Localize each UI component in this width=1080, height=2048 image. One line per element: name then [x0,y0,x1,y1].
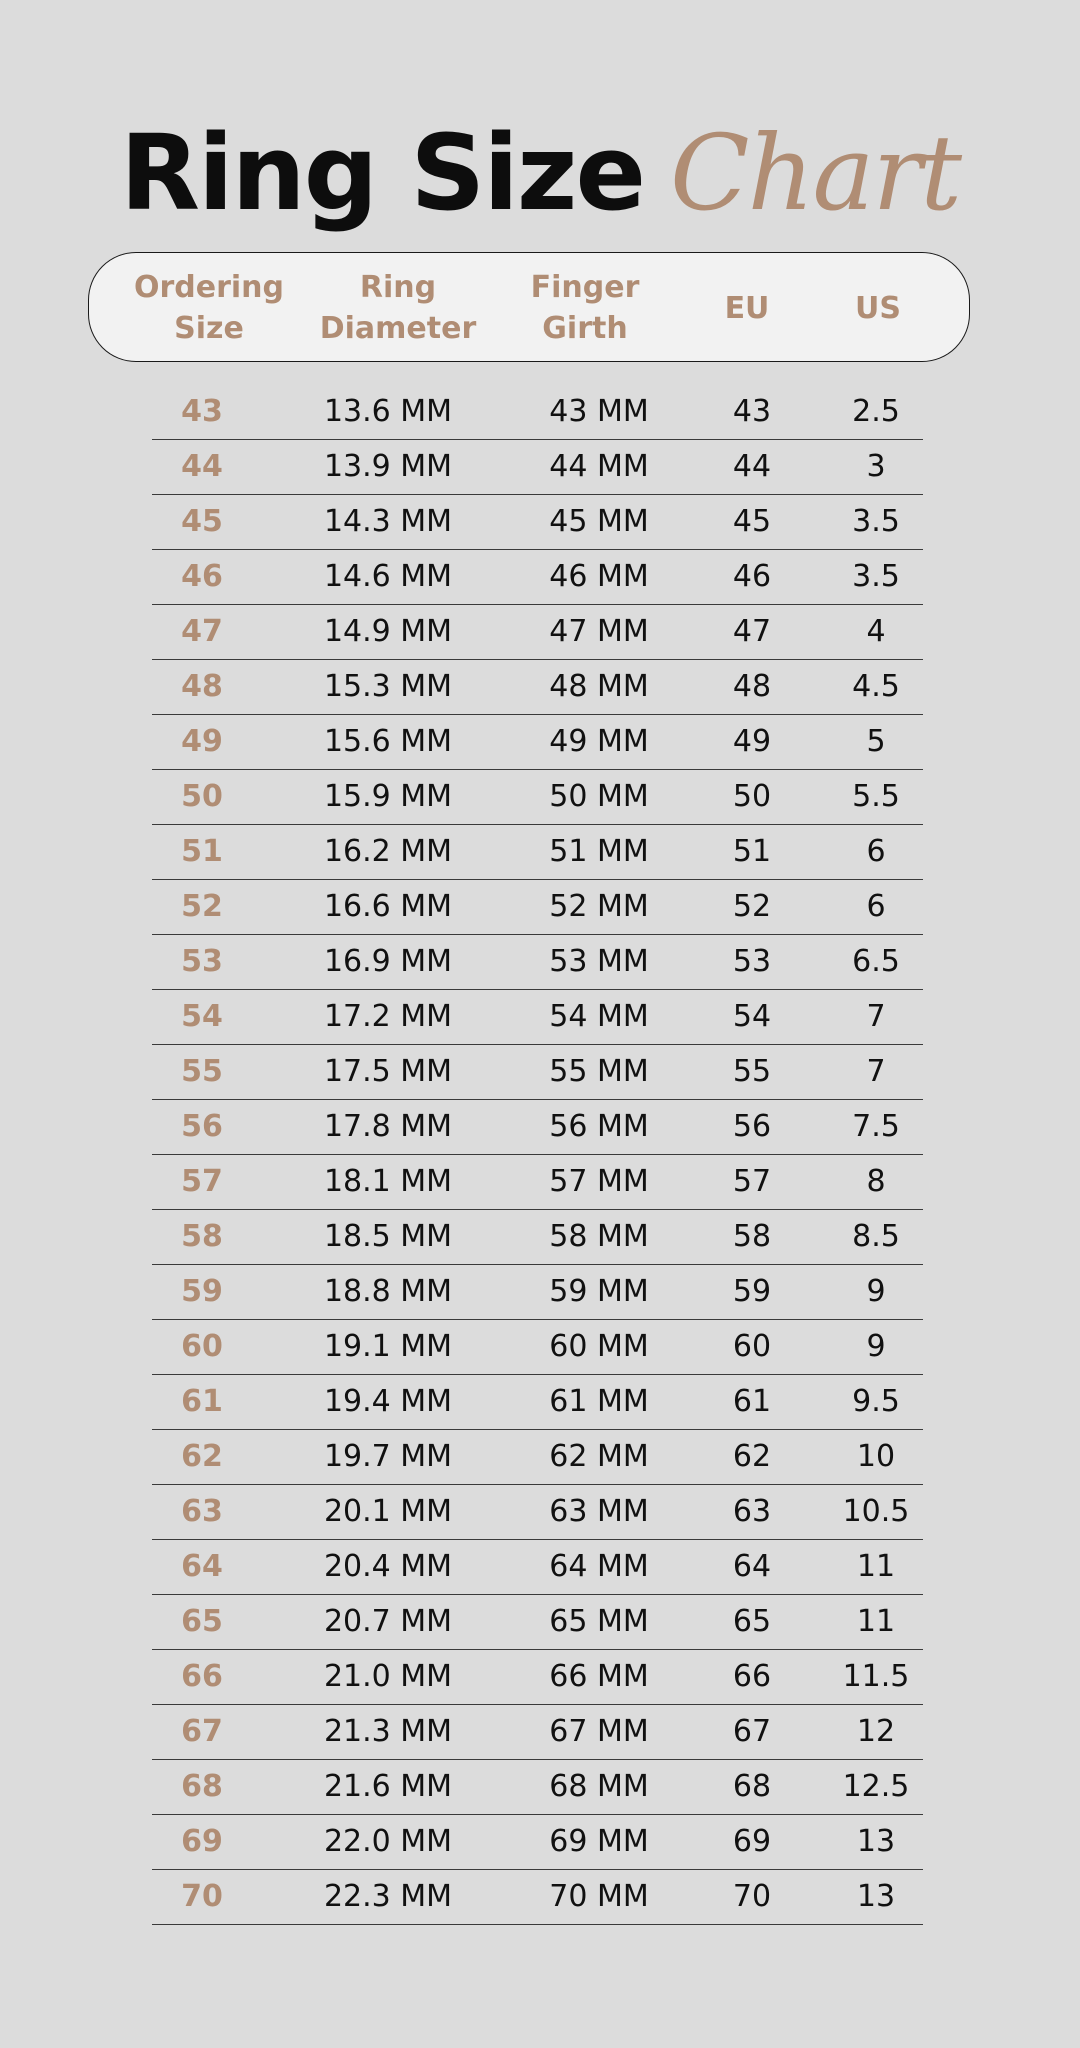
header-finger-girth: Finger Girth [530,270,640,346]
ring-diameter-cell: 17.5 MM [323,1054,453,1089]
us-cell: 6.5 [852,944,900,979]
ordering-size-cell: 49 [181,724,223,759]
ordering-size-cell: 44 [181,449,223,484]
us-cell: 3 [866,449,886,484]
ring-diameter-cell: 16.2 MM [323,834,453,869]
eu-cell: 58 [732,1219,772,1254]
eu-cell: 70 [732,1879,772,1914]
ring-diameter-cell: 17.2 MM [323,999,453,1034]
us-cell: 5 [866,724,886,759]
finger-girth-cell: 60 MM [549,1329,649,1364]
ordering-size-cell: 65 [181,1604,223,1639]
finger-girth-cell: 52 MM [549,889,649,924]
ordering-size-cell: 53 [181,944,223,979]
finger-girth-cell: 69 MM [549,1824,649,1859]
table-row [152,1815,923,1870]
table-row [152,385,923,440]
finger-girth-cell: 65 MM [549,1604,649,1639]
us-cell: 10.5 [842,1494,910,1529]
finger-girth-cell: 68 MM [549,1769,649,1804]
eu-cell: 47 [732,614,772,649]
finger-girth-cell: 45 MM [549,504,649,539]
eu-cell: 64 [732,1549,772,1584]
table-row [152,660,923,715]
ring-diameter-cell: 18.8 MM [323,1274,453,1309]
us-cell: 8.5 [852,1219,900,1254]
finger-girth-cell: 61 MM [549,1384,649,1419]
finger-girth-cell: 49 MM [549,724,649,759]
us-cell: 4 [866,614,886,649]
us-cell: 12 [856,1714,896,1749]
finger-girth-cell: 55 MM [549,1054,649,1089]
us-cell: 9.5 [852,1384,900,1419]
title-script-text: Chart [669,112,961,234]
ordering-size-cell: 54 [181,999,223,1034]
eu-cell: 48 [732,669,772,704]
us-cell: 3.5 [852,559,900,594]
finger-girth-cell: 59 MM [549,1274,649,1309]
ring-diameter-cell: 21.6 MM [323,1769,453,1804]
us-cell: 11 [856,1604,896,1639]
finger-girth-cell: 43 MM [549,394,649,429]
eu-cell: 66 [732,1659,772,1694]
table-row [152,770,923,825]
ordering-size-cell: 50 [181,779,223,814]
ordering-size-cell: 52 [181,889,223,924]
title-main-text: Ring Size [119,112,644,234]
table-row [152,715,923,770]
ordering-size-cell: 67 [181,1714,223,1749]
ring-diameter-cell: 16.6 MM [323,889,453,924]
ring-diameter-cell: 13.9 MM [323,449,453,484]
ring-diameter-cell: 16.9 MM [323,944,453,979]
eu-cell: 44 [732,449,772,484]
eu-cell: 61 [732,1384,772,1419]
table-row [152,1650,923,1705]
finger-girth-cell: 54 MM [549,999,649,1034]
ring-diameter-cell: 22.0 MM [323,1824,453,1859]
eu-cell: 56 [732,1109,772,1144]
ordering-size-cell: 70 [181,1879,223,1914]
table-row [152,1100,923,1155]
us-cell: 9 [866,1329,886,1364]
us-cell: 13 [856,1879,896,1914]
finger-girth-cell: 62 MM [549,1439,649,1474]
ring-diameter-cell: 17.8 MM [323,1109,453,1144]
ring-diameter-cell: 15.3 MM [323,669,453,704]
eu-cell: 67 [732,1714,772,1749]
table-row [152,990,923,1045]
finger-girth-cell: 70 MM [549,1879,649,1914]
ordering-size-cell: 62 [181,1439,223,1474]
finger-girth-cell: 67 MM [549,1714,649,1749]
ordering-size-cell: 58 [181,1219,223,1254]
us-cell: 2.5 [852,394,900,429]
finger-girth-cell: 58 MM [549,1219,649,1254]
table-header [88,252,970,362]
table-row [152,1155,923,1210]
ordering-size-cell: 68 [181,1769,223,1804]
us-cell: 3.5 [852,504,900,539]
ring-diameter-cell: 21.0 MM [323,1659,453,1694]
ordering-size-cell: 56 [181,1109,223,1144]
us-cell: 7 [866,999,886,1034]
eu-cell: 51 [732,834,772,869]
us-cell: 6 [866,834,886,869]
ordering-size-cell: 57 [181,1164,223,1199]
table-row [152,1320,923,1375]
size-table [0,385,1080,1925]
eu-cell: 60 [732,1329,772,1364]
us-cell: 7 [866,1054,886,1089]
header-eu: EU [724,290,770,326]
table-row [152,1210,923,1265]
eu-cell: 43 [732,394,772,429]
us-cell: 5.5 [852,779,900,814]
us-cell: 4.5 [852,669,900,704]
ordering-size-cell: 61 [181,1384,223,1419]
ordering-size-cell: 64 [181,1549,223,1584]
finger-girth-cell: 57 MM [549,1164,649,1199]
table-row [152,935,923,990]
eu-cell: 49 [732,724,772,759]
ring-diameter-cell: 20.7 MM [323,1604,453,1639]
ordering-size-cell: 69 [181,1824,223,1859]
ring-diameter-cell: 14.3 MM [323,504,453,539]
us-cell: 11.5 [842,1659,910,1694]
us-cell: 11 [856,1549,896,1584]
page-title [0,112,1080,234]
table-row [152,1375,923,1430]
eu-cell: 57 [732,1164,772,1199]
table-row [152,1870,923,1925]
finger-girth-cell: 53 MM [549,944,649,979]
ordering-size-cell: 66 [181,1659,223,1694]
ring-diameter-cell: 18.1 MM [323,1164,453,1199]
eu-cell: 45 [732,504,772,539]
table-row [152,1540,923,1595]
finger-girth-cell: 51 MM [549,834,649,869]
us-cell: 7.5 [852,1109,900,1144]
ordering-size-cell: 46 [181,559,223,594]
us-cell: 13 [856,1824,896,1859]
us-cell: 10 [856,1439,896,1474]
eu-cell: 54 [732,999,772,1034]
ordering-size-cell: 63 [181,1494,223,1529]
finger-girth-cell: 63 MM [549,1494,649,1529]
ring-diameter-cell: 15.6 MM [323,724,453,759]
ring-diameter-cell: 20.4 MM [323,1549,453,1584]
ordering-size-cell: 60 [181,1329,223,1364]
table-row [152,440,923,495]
finger-girth-cell: 64 MM [549,1549,649,1584]
us-cell: 9 [866,1274,886,1309]
eu-cell: 46 [732,559,772,594]
finger-girth-cell: 47 MM [549,614,649,649]
us-cell: 12.5 [842,1769,910,1804]
ordering-size-cell: 55 [181,1054,223,1089]
table-row [152,1595,923,1650]
ring-diameter-cell: 13.6 MM [323,394,453,429]
eu-cell: 55 [732,1054,772,1089]
eu-cell: 69 [732,1824,772,1859]
finger-girth-cell: 50 MM [549,779,649,814]
eu-cell: 52 [732,889,772,924]
table-row [152,550,923,605]
finger-girth-cell: 44 MM [549,449,649,484]
ring-diameter-cell: 15.9 MM [323,779,453,814]
us-cell: 6 [866,889,886,924]
table-row [152,1485,923,1540]
header-ring-diameter: Ring Diameter [319,270,477,346]
ring-diameter-cell: 14.6 MM [323,559,453,594]
table-row [152,1430,923,1485]
ordering-size-cell: 51 [181,834,223,869]
table-row [152,1760,923,1815]
ordering-size-cell: 45 [181,504,223,539]
eu-cell: 50 [732,779,772,814]
table-row [152,880,923,935]
finger-girth-cell: 48 MM [549,669,649,704]
table-row [152,1045,923,1100]
ordering-size-cell: 59 [181,1274,223,1309]
ring-diameter-cell: 22.3 MM [323,1879,453,1914]
eu-cell: 68 [732,1769,772,1804]
ring-diameter-cell: 19.7 MM [323,1439,453,1474]
ordering-size-cell: 43 [181,394,223,429]
finger-girth-cell: 66 MM [549,1659,649,1694]
ring-diameter-cell: 21.3 MM [323,1714,453,1749]
ring-diameter-cell: 14.9 MM [323,614,453,649]
ring-diameter-cell: 19.1 MM [323,1329,453,1364]
ring-diameter-cell: 19.4 MM [323,1384,453,1419]
ordering-size-cell: 48 [181,669,223,704]
ordering-size-cell: 47 [181,614,223,649]
table-row [152,1705,923,1760]
table-row [152,605,923,660]
table-row [152,1265,923,1320]
header-ordering-size: Ordering Size [133,270,285,346]
eu-cell: 65 [732,1604,772,1639]
us-cell: 8 [866,1164,886,1199]
finger-girth-cell: 46 MM [549,559,649,594]
eu-cell: 62 [732,1439,772,1474]
header-us: US [855,290,901,326]
finger-girth-cell: 56 MM [549,1109,649,1144]
table-row [152,495,923,550]
ring-diameter-cell: 20.1 MM [323,1494,453,1529]
ring-diameter-cell: 18.5 MM [323,1219,453,1254]
table-row [152,825,923,880]
eu-cell: 53 [732,944,772,979]
eu-cell: 63 [732,1494,772,1529]
eu-cell: 59 [732,1274,772,1309]
